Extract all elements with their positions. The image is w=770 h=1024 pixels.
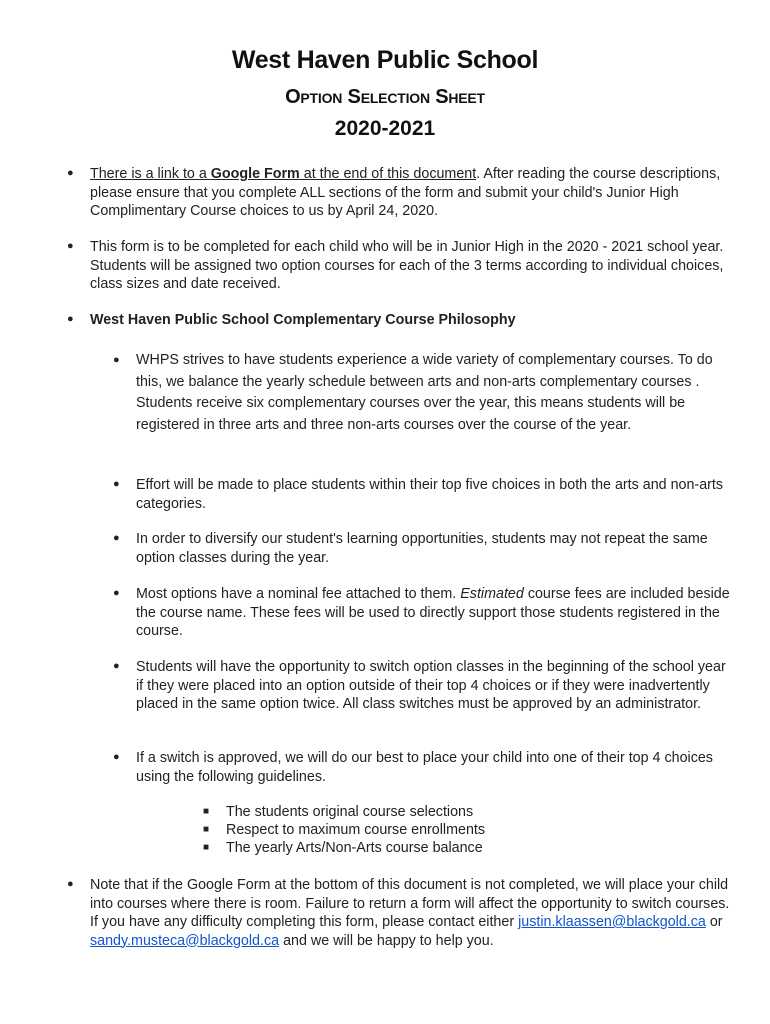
bullet-marker: ● — [113, 478, 120, 490]
email-link-sandy[interactable]: sandy.musteca@blackgold.ca — [90, 932, 280, 949]
bullet-marker: ● — [113, 587, 120, 599]
guideline-item: The students original course selections — [226, 804, 474, 820]
google-form-notice: There is a link to a Google Form at the end of this document. After reading the course descriptions, please ensure that you complete ALL sections of the form and submit your child's Junior High Complimentary Course choices to us by April 24, 2020. — [90, 166, 721, 219]
philosophy-heading: West Haven Public School Complementary Course Philosophy — [90, 312, 516, 328]
philosophy-point-variety: WHPS strives to have students experience a wide variety of complementary courses. To do this, we balance the yearly schedule between arts and non-arts complementary courses . Students receive six complementary courses over the year, this means students will be registered in three arts and three non-arts courses over the course of the year. — [136, 352, 713, 433]
completion-note: Note that if the Google Form at the bottom of this document is not completed, we will place your child into courses where there is room. Failure to return a form will affect the opportunity to switch courses. If you have any difficulty completing this form, please contact either justin.klaassen@blackgold.ca or sandy.musteca@blackgold.ca and we will be happy to help you. — [90, 877, 730, 949]
bullet-marker: ● — [67, 240, 74, 252]
bullet-marker: ● — [113, 532, 120, 544]
school-name: West Haven Public School — [231, 46, 539, 74]
philosophy-point-no-repeat: In order to diversify our student's learning opportunities, students may not repeat the same option classes during the year. — [136, 531, 708, 566]
sheet-title: Option Selection Sheet — [285, 86, 485, 108]
bullet-marker: ● — [113, 751, 120, 763]
email-link-justin[interactable]: justin.klaassen@blackgold.ca — [518, 914, 706, 930]
guideline-item: Respect to maximum course enrollments — [226, 822, 486, 838]
philosophy-point-guidelines: If a switch is approved, we will do our best to place your child into one of their top 4 choices using the following guidelines. — [136, 750, 713, 785]
guideline-item: The yearly Arts/Non-Arts course balance — [226, 840, 483, 856]
bullet-marker: ● — [67, 313, 74, 325]
bullet-marker: ● — [67, 878, 74, 890]
google-form-link[interactable]: There is a link to a Google Form at the end of this document — [90, 166, 477, 182]
form-instructions: This form is to be completed for each child who will be in Junior High in the 2020 - 2021 school year. Students will be assigned two option courses for each of the 3 terms according to individual choices, class sizes and date received. — [90, 239, 724, 292]
bullet-marker: ● — [113, 660, 120, 672]
bullet-marker: ■ — [203, 806, 210, 817]
bullet-marker: ● — [67, 167, 74, 179]
bullet-marker: ■ — [203, 842, 210, 853]
bullet-marker: ■ — [203, 824, 210, 835]
school-year: 2020-2021 — [334, 117, 436, 140]
philosophy-point-switch: Students will have the opportunity to switch option classes in the beginning of the school year if they were placed into an option outside of their top 4 choices or if they were inadvertently placed in the same option twice. All class switches must be approved by an administrator. — [136, 659, 726, 712]
bullet-marker: ● — [113, 354, 120, 366]
philosophy-point-top-five: Effort will be made to place students within their top five choices in both the arts and non-arts categories. — [136, 477, 724, 512]
philosophy-point-fees: Most options have a nominal fee attached to them. Estimated course fees are included beside the course name. These fees will be used to directly support those students registered in the course. — [136, 586, 730, 639]
